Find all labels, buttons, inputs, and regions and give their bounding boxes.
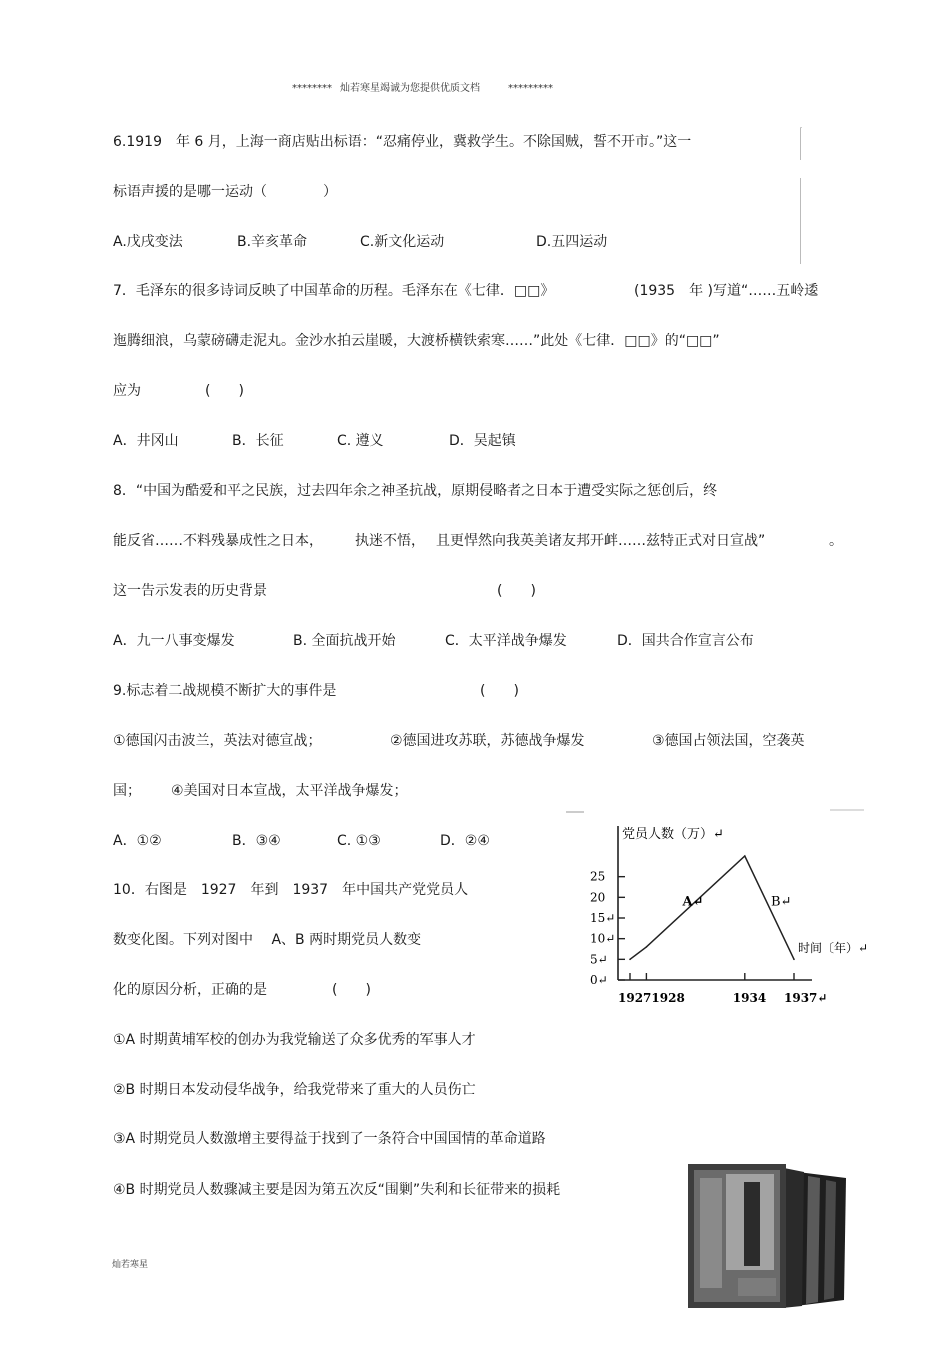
question-8-stem-cont-3: 且更悍然向我英美诸友邦开衅……兹特正式对日宣战”	[436, 533, 766, 549]
question-9-item-4: ④美国对日本宣战，太平洋战争爆发；	[171, 783, 408, 799]
chart-annotation-a: A↵	[682, 894, 704, 910]
question-7-stem-end: 应为	[113, 383, 141, 399]
question-7-option-d: D．吴起镇	[449, 433, 516, 449]
question-8-stem-period: 。	[829, 533, 843, 549]
question-8-option-c: C．太平洋战争爆发	[445, 633, 567, 649]
question-9-item-1: ①德国闪击波兰，英法对德宣战；	[113, 733, 322, 749]
question-8-stem-end: 这一告示发表的历史背景	[113, 583, 267, 599]
chart-x-ticks	[618, 973, 827, 1005]
header-stars-left: ********	[292, 83, 332, 94]
question-8-option-a: A．九一八事变爆发	[113, 633, 235, 649]
question-6-stem-cont: 标语声援的是哪一运动（ ）	[113, 184, 337, 200]
question-8-answer-paren: ( )	[497, 583, 536, 599]
chart-y-tick-label: 0↵	[590, 973, 608, 987]
chart-point	[646, 946, 648, 948]
question-10-stem-end: 化的原因分析，正确的是	[113, 982, 267, 998]
question-10-item-4: ④B 时期党员人数骤减主要是因为第五次反“围剿”失利和长征带来的损耗	[113, 1182, 561, 1198]
question-10-item-1: ①A 时期黄埔军校的创办为我党输送了众多优秀的军事人才	[113, 1032, 476, 1048]
question-10-stem: 10．右图是 1927 年到 1937 年中国共产党党员人	[113, 882, 469, 898]
question-7-stem-date: (1935 年 )写道“……五岭逶	[634, 283, 819, 299]
footer-text: 灿若寒星	[112, 1260, 149, 1270]
chart-x-tick-label: 19271928	[618, 991, 685, 1005]
question-9-item-3-cont: 国；	[113, 783, 141, 799]
question-7-stem: 7．毛泽东的很多诗词反映了中国革命的历程。毛泽东在《七律．□□》	[113, 283, 555, 299]
party-membership-chart	[560, 808, 870, 1018]
question-10-answer-paren: ( )	[332, 982, 371, 998]
question-9-item-2: ②德国进攻苏联，苏德战争爆发	[390, 733, 585, 749]
chart-y-tick-label: 25	[590, 869, 606, 884]
chart-y-tick-label: 5↵	[590, 952, 608, 967]
question-9-option-c: C. ①③	[337, 833, 381, 849]
chart-x-tick-label: 1937↵	[784, 991, 828, 1005]
chart-annotation-b: B↵	[771, 894, 792, 910]
question-9-option-d: D．②④	[440, 833, 490, 849]
question-7-option-c: C. 遵义	[337, 433, 384, 449]
question-8-stem-cont-1: 能反省……不料残暴成性之日本，	[113, 533, 323, 549]
question-8-stem: 8．“中国为酷爱和平之民族，过去四年余之神圣抗战，原期侵略者之日本于遭受实际之惩创后，终	[113, 483, 718, 499]
question-7-option-b: B．长征	[232, 433, 284, 449]
question-6-option-b: B.辛亥革命	[237, 234, 308, 250]
header-stars-right: *********	[508, 83, 553, 94]
header-title: 灿若寒星竭诚为您提供优质文档	[340, 83, 480, 94]
question-8-option-d: D．国共合作宣言公布	[617, 633, 754, 649]
question-7-option-a: A．井冈山	[113, 433, 179, 449]
frame-line	[800, 128, 801, 160]
question-6-option-d: D.五四运动	[536, 234, 608, 250]
question-6-option-c: C.新文化运动	[360, 234, 445, 250]
chart-point	[793, 959, 795, 961]
question-7-answer-paren: ( )	[205, 383, 244, 399]
frame-line	[800, 178, 801, 264]
question-8-option-b: B. 全面抗战开始	[293, 633, 396, 649]
question-6-option-a: A.戊戌变法	[113, 234, 183, 250]
question-9-answer-paren: ( )	[480, 683, 519, 699]
chart-x-axis-label: 时间〔年）↵	[798, 941, 869, 955]
book-photo	[686, 1160, 848, 1310]
question-9-item-3: ③德国占领法国，空袭英	[652, 733, 805, 749]
question-9-stem: 9.标志着二战规模不断扩大的事件是	[113, 683, 337, 699]
chart-y-tick-label: 10↵	[590, 931, 616, 946]
question-9-option-a: A．①②	[113, 833, 162, 849]
chart-series-line	[630, 856, 794, 959]
chart-y-tick-label: 20	[590, 890, 606, 905]
question-10-item-3: ③A 时期党员人数激增主要得益于找到了一条符合中国国情的革命道路	[113, 1131, 546, 1147]
question-10-item-2: ②B 时期日本发动侵华战争，给我党带来了重大的人员伤亡	[113, 1082, 476, 1098]
chart-y-tick-label: 15↵	[590, 911, 616, 925]
question-6-stem: 6.1919 年 6 月，上海一商店贴出标语：“忍痛停业，冀救学生。不除国贼，誓不开市。”这一	[113, 134, 692, 150]
chart-x-tick-label: 1934	[732, 991, 767, 1005]
question-9-option-b: B．③④	[232, 833, 281, 849]
chart-y-axis-label: 党员人数（万）↵	[622, 827, 724, 842]
chart-point	[744, 855, 746, 857]
chart-point	[629, 959, 631, 961]
chart-y-ticks	[590, 870, 625, 987]
question-8-stem-cont-2: 执迷不悟，	[355, 533, 425, 549]
question-10-stem-cont: 数变化图。下列对图中 A、B 两时期党员人数变	[113, 932, 422, 948]
question-7-stem-cont: 迤腾细浪，乌蒙磅礴走泥丸。金沙水拍云崖暖，大渡桥横铁索寒……”此处《七律．□□》的“□□”	[113, 333, 720, 349]
